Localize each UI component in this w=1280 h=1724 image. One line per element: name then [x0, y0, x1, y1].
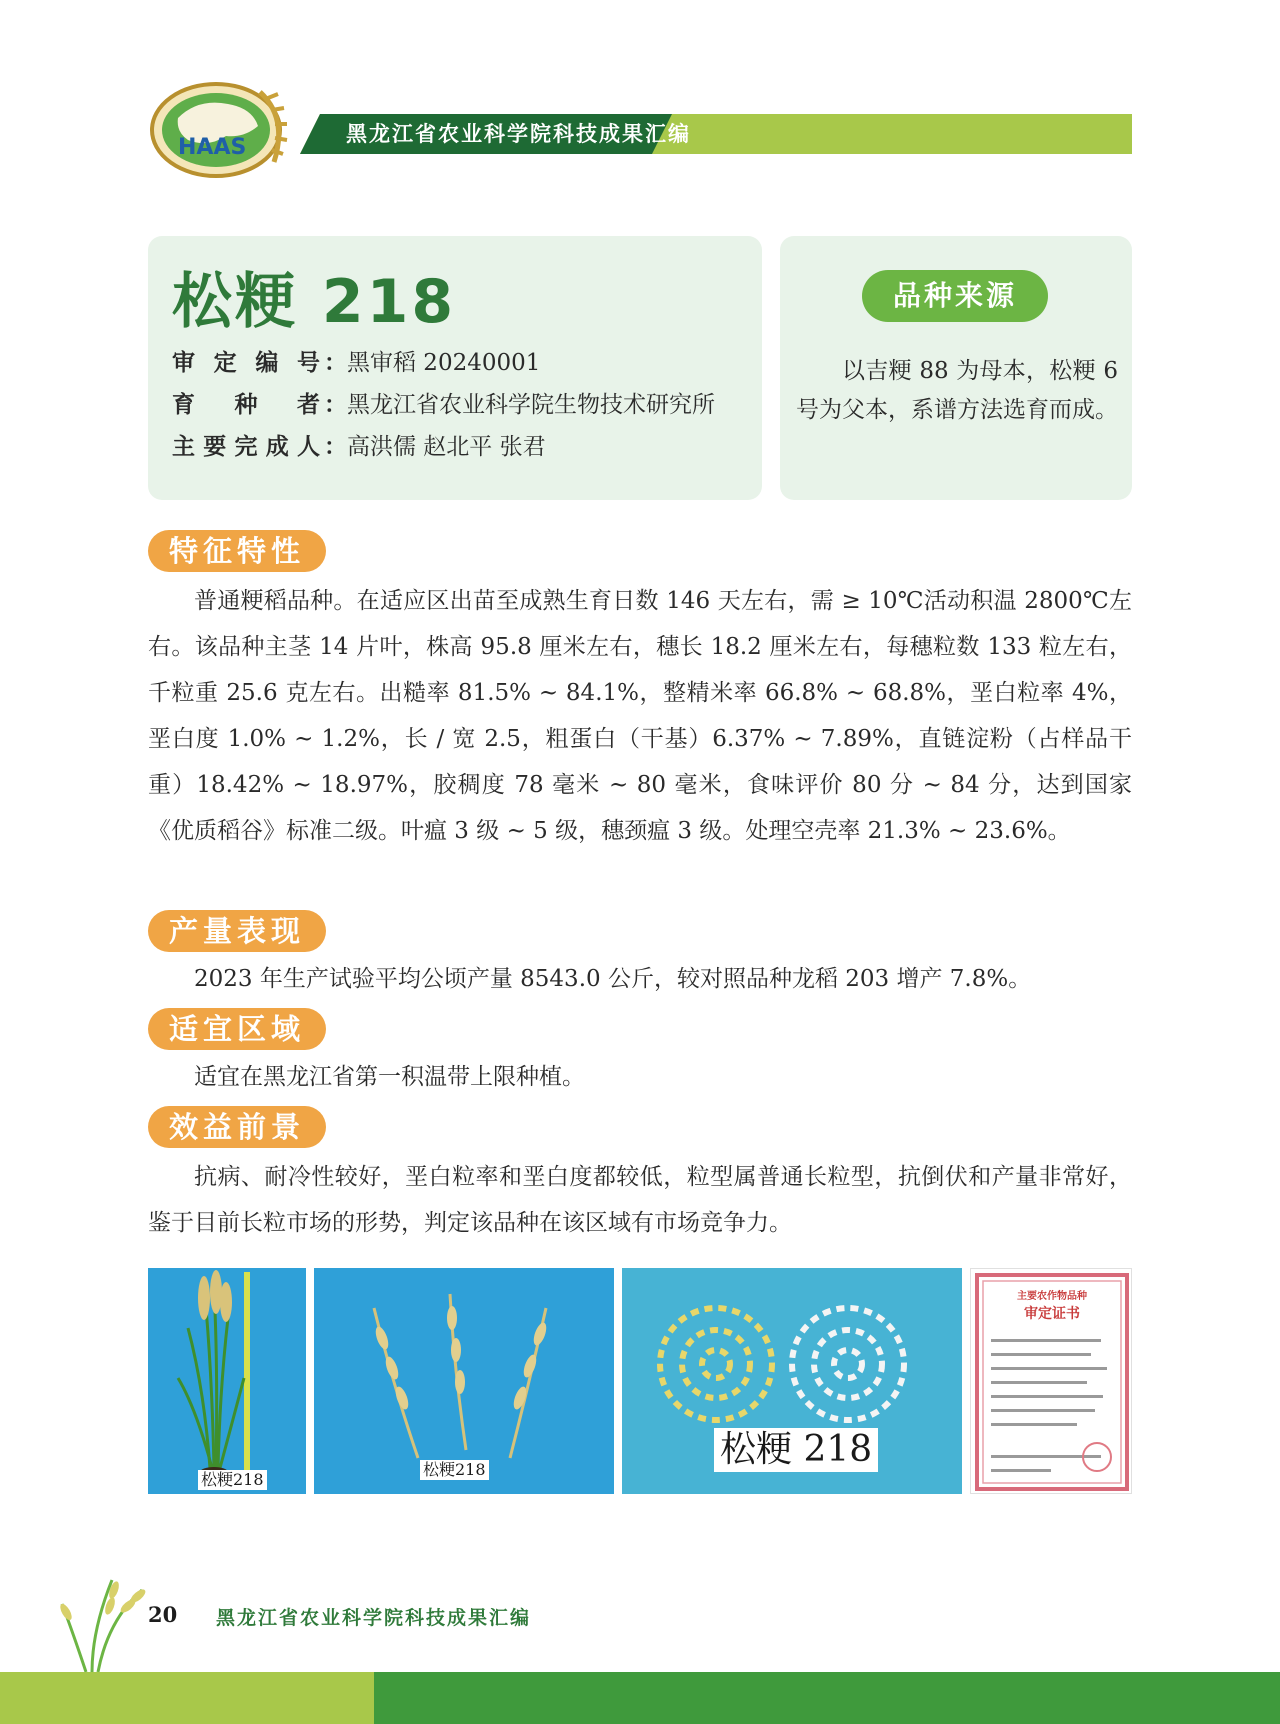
variety-source-panel — [780, 236, 1132, 500]
photo-label-panicle: 松粳218 — [420, 1460, 489, 1480]
logo-text: HAAS — [178, 135, 247, 160]
section-heading-prospects: 效益前景 — [148, 1106, 326, 1148]
certificate-title-line2: 审定证书 — [1024, 1306, 1080, 1322]
footer-rice-plant-icon — [52, 1560, 162, 1672]
section-heading-yield: 产量表现 — [148, 910, 326, 952]
row-label: 主要完成人 — [172, 434, 320, 460]
row-label: 审定编号 — [172, 350, 320, 376]
section-text-prospects: 抗病、耐冷性较好，垩白粒率和垩白度都较低，粒型属普通长粒型，抗倒伏和产量非常好，鉴于目前长粒市场的形势，判定该品种在该区域有市场竞争力。 — [148, 1164, 1132, 1236]
footer-title: 黑龙江省农业科学院科技成果汇编 — [216, 1607, 532, 1629]
footer-band-dark — [374, 1672, 1280, 1724]
photo-panicles — [314, 1268, 614, 1494]
page-number: 20 — [148, 1602, 178, 1627]
row-value: 黑审稻 20240001 — [347, 350, 541, 376]
section-heading-characteristics: 特征特性 — [148, 530, 326, 572]
row-label: 育种者 — [172, 392, 320, 418]
photo-whole-plant — [148, 1268, 306, 1494]
row-value: 高洪儒 赵北平 张君 — [347, 434, 546, 460]
header-title: 黑龙江省农业科学院科技成果汇编 — [346, 122, 691, 146]
row-value: 黑龙江省农业科学院生物技术研究所 — [347, 392, 715, 418]
approval-number-row: 审定编号 ：黑审稻 20240001 — [172, 350, 541, 376]
main-contributors-row: 主要完成人 ：高洪儒 赵北平 张君 — [172, 434, 546, 460]
section-text-yield: 2023 年生产试验平均公顷产量 8543.0 公斤，较对照品种龙稻 203 增产 7.8%。 — [194, 966, 1032, 992]
certificate-title-line1: 主要农作物品种 — [1017, 1291, 1087, 1302]
variety-name: 松粳 218 — [172, 267, 457, 337]
section-text-suitable-region: 适宜在黑龙江省第一积温带上限种植。 — [194, 1064, 585, 1090]
photo-label-plant: 松粳218 — [198, 1470, 267, 1490]
breeder-row: 育种者 ：黑龙江省农业科学院生物技术研究所 — [172, 392, 715, 418]
section-heading-suitable-region: 适宜区域 — [148, 1008, 326, 1050]
variety-info-panel — [148, 236, 762, 500]
photo-certificate — [970, 1268, 1132, 1494]
haas-logo — [148, 78, 296, 182]
photo-grains — [622, 1268, 962, 1494]
source-text: 以吉粳 88 为母本，松粳 6 号为父本，系谱方法选育而成。 — [796, 358, 1118, 423]
header-bar — [300, 114, 1132, 154]
section-text-characteristics: 普通粳稻品种。在适应区出苗至成熟生育日数 146 天左右，需 ≥ 10℃活动积温 2800℃左右。该品种主茎 14 片叶，株高 95.8 厘米左右，穗长 18.2 厘米左右，每穗粒数 133 粒左右，千粒重 25.6 克左右。出糙率 81.5% ~ 84.1%，整精米率 66.8% ~ 68.8%，垩白粒率 4%，垩白度 1.0% ~ 1.2%，长 / 宽 2.5，粗蛋白（干基）6.37% ~ 7.89%，直链淀粉（占样品干重）18.42% ~ 18.97%，胶稠度 78 毫米 ~ 80 毫米，食味评价 80 分 ~ 84 分，达到国家《优质稻谷》标准二级。叶瘟 3 级 ~ 5 级，穗颈瘟 3 级。处理空壳率 21.3% ~ 23.6%。 — [148, 588, 1132, 844]
photo-label-grain: 松粳 218 — [714, 1428, 878, 1472]
source-heading: 品种来源 — [862, 270, 1048, 322]
